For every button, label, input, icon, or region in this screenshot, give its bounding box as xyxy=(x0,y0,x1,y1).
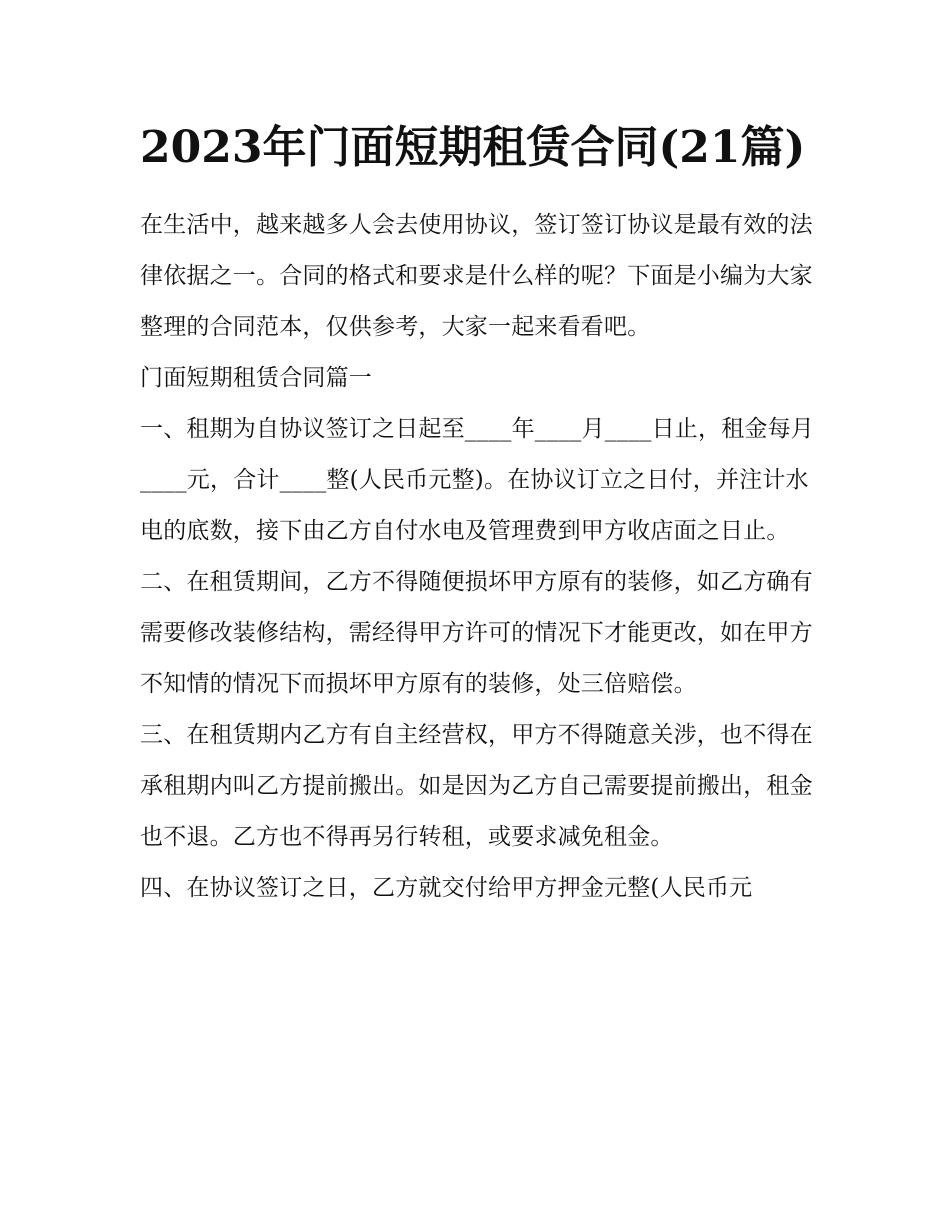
clause-2: 二、在租赁期间，乙方不得随便损坏甲方原有的装修，如乙方确有需要修改装修结构，需经得甲方许可的情况下才能更改，如在甲方不知情的情况下而损坏甲方原有的装修，处三倍赔偿。 xyxy=(140,569,813,697)
document-body xyxy=(140,200,820,914)
intro-paragraph: 在生活中，越来越多人会去使用协议，签订签订协议是最有效的法律依据之一。合同的格式和要求是什么样的呢？下面是小编为大家整理的合同范本，仅供参考，大家一起来看看吧。 xyxy=(140,212,813,340)
document-page xyxy=(140,110,820,914)
section-heading: 门面短期租赁合同篇一 xyxy=(140,365,372,391)
document-title: 2023年门面短期租赁合同(21篇) xyxy=(140,122,806,173)
clause-4: 四、在协议签订之日，乙方就交付给甲方押金元整(人民币元 xyxy=(140,875,753,901)
clause-1: 一、租期为自协议签订之日起至____年____月____日止，租金每月____元，合计____整(人民币元整)。在协议订立之日付，并注计水电的底数，接下由乙方自付水电及管理费到甲方收店面之日止。 xyxy=(140,416,814,544)
clause-3: 三、在租赁期内乙方有自主经营权，甲方不得随意关涉，也不得在承租期内叫乙方提前搬出。如是因为乙方自己需要提前搬出，租金也不退。乙方也不得再另行转租，或要求减免租金。 xyxy=(140,722,813,850)
